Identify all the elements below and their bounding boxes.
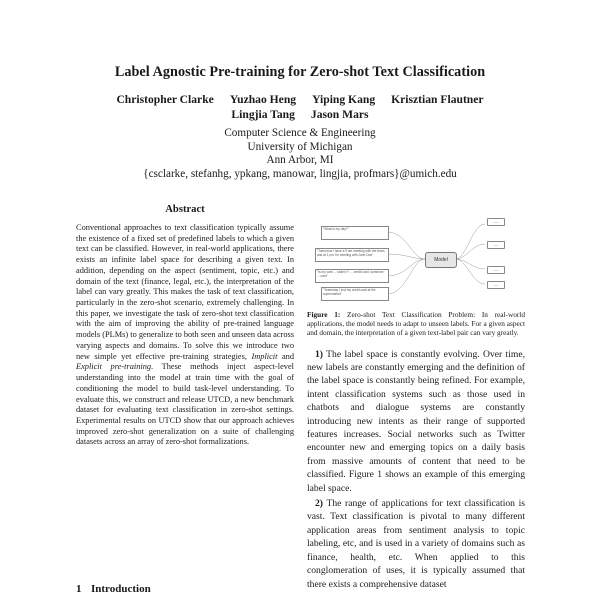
affiliation-city: Ann Arbor, MI <box>266 154 334 167</box>
author-line-1 <box>0 92 600 107</box>
paragraph-1 <box>307 348 525 495</box>
left-column <box>76 204 294 448</box>
author-name: Christopher Clarke <box>116 93 214 106</box>
section-heading-introduction <box>76 583 151 595</box>
paper-title: Label Agnostic Pre-training for Zero-shot Text Classification <box>114 64 486 80</box>
paragraph-lead: 1) <box>315 348 323 360</box>
author-list <box>0 92 600 122</box>
abstract-part: . These methods inject aspect-level understanding into the model at train time with the goal of conditioning the model to build task-level understanding. To evaluate this, we construct and release UTCD, a new benchmark dataset for evaluating text classification in zero-shot settings. Experimental results on UTCD show that our approach achieves improved zero-shot generalization on a suite of challenging datasets across an array of zero-shot formalizations. <box>76 362 294 447</box>
author-name: Yuzhao Heng <box>229 93 297 106</box>
figure-output-label: — <box>487 266 505 274</box>
figure-input-text: "What is my day?" <box>321 226 389 240</box>
figure-input-text: "Tomorrow I have a 9 am meeting with the team, and at 1 pm I'm meeting with Jane Doe" <box>315 248 389 262</box>
right-column <box>307 214 525 591</box>
caption-text: Zero-shot Text Classification Problem: In real-world applications, the model needs to adapt to unseen labels. For a given aspect and domain, the interpretation of a given text-label pair can vary greatly. <box>307 310 525 338</box>
abstract-text <box>76 223 294 448</box>
paragraph-lead: 2) <box>315 498 323 510</box>
affiliation-university: University of Michigan <box>247 140 353 153</box>
abstract-part: and <box>277 351 294 361</box>
author-line-2 <box>0 107 600 122</box>
abstract-emphasis: Implicit <box>251 351 278 361</box>
author-name: Yiping Kang <box>312 93 376 106</box>
affiliation-dept: Computer Science & Engineering <box>224 127 376 139</box>
section-title: Introduction <box>91 583 151 595</box>
figure-output-label: — <box>487 218 505 226</box>
figure-input-text: "Is my card ... stolen? I ... credit card, someone ... card" <box>315 269 389 283</box>
paragraph-text: The label space is constantly evolving. Over time, new labels are constantly emerging and the definition of the label space is constantly being refined. For example, intent classification systems such as those used in chatbots and dialogue systems are constantly introducing new intents as their range of supported features increases. Social networks such as Twitter encounter new and emerging topics on a daily basis from massive amounts of content that need to be classified. Figure 1 shows an example of this emerging label space. <box>307 348 525 494</box>
author-name: Lingjia Tang <box>231 108 295 121</box>
affiliation-emails: {csclarke, stefanhg, ypkang, manowar, lingjia, profmars}@umich.edu <box>143 167 457 180</box>
abstract-emphasis: Explicit pre-training <box>76 362 152 372</box>
figure-1 <box>307 214 525 306</box>
abstract-heading: Abstract <box>165 204 205 215</box>
figure-model-box: Model <box>425 252 457 268</box>
figure-caption <box>307 310 525 338</box>
figure-input-text: "Yesterday I lost my credit card at the supermarket" <box>321 287 389 301</box>
section-number: 1 <box>76 583 82 595</box>
paragraph-text: The range of applications for text classification is vast. Text classification is pivotal to many different application areas from sentiment analysis to topic labeling, etc, and is used in a variety of domains such as finance, health, etc. When applied to this conglomeration of uses, it is typically assumed that there exists a comprehensive dataset <box>307 498 525 590</box>
affiliation <box>0 127 600 181</box>
abstract-part: Conventional approaches to text classification typically assume the existence of a fixed set of predefined labels to which a given text can be classified. However, in real-world applications, there exists an infinite label space for describing a given text. In addition, depending on the aspect (sentiment, topic, etc.) and domain of the text (finance, legal, etc.), the interpretation of the label can vary greatly. This makes the task of text classification, particularly in the zero-shot scenario, extremely challenging. In this paper, we investigate the task of zero-shot text classification with the aim of improving the ability of pre-trained language models (PLMs) to generalize to both seen and unseen data across varying aspects and domains. To solve this we introduce two new simple yet effective pre-training strategies, <box>76 223 294 361</box>
figure-output-label: — <box>487 241 505 249</box>
caption-label: Figure 1: <box>307 310 341 319</box>
author-name: Jason Mars <box>310 108 369 121</box>
figure-output-label: — <box>487 281 505 289</box>
author-name: Krisztian Flautner <box>391 93 484 106</box>
paragraph-2 <box>307 497 525 591</box>
